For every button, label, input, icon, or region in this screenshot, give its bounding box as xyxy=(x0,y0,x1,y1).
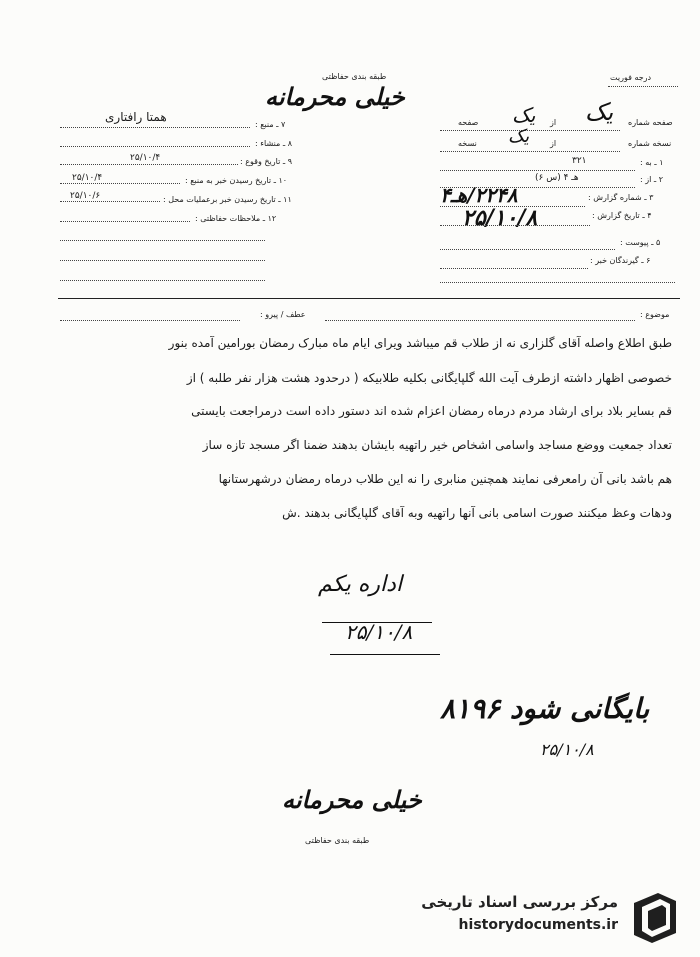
reference-label: عطف / پیرو : xyxy=(260,310,306,319)
dots-received-source xyxy=(60,183,180,184)
dots-report-date xyxy=(440,225,590,226)
field-origin-label: ۸ ـ منشاء : xyxy=(255,139,292,148)
field-from-value: هـ ۴ (س ۶) xyxy=(535,173,579,183)
field-report-date-value: ۲۵/۱۰/۸ xyxy=(462,205,538,231)
signature-date: ۲۵/۱۰/۸ xyxy=(345,620,413,644)
field-source-label: ۷ ـ منبع : xyxy=(255,120,286,129)
dots-page xyxy=(440,130,620,131)
body-line: قم بسایر بلاد برای ارشاد مردم درماه رمضان اعزام شده اند دستور داده است درمراجعت بایستی xyxy=(191,404,672,418)
dots-left-1 xyxy=(60,240,265,241)
body-line: طبق اطلاع واصله آقای گلزاری نه از طلاب قم میباشد ویرای ایام ماه مبارک رمضان بورامین آمده بنور xyxy=(168,336,672,350)
field-to-value: ۳۲۱ xyxy=(572,156,587,166)
field-page-of: از xyxy=(550,118,557,127)
field-occurrence-label: ۹ ـ تاریخ وقوع : xyxy=(240,157,293,166)
urgency-label: درجه فوریت xyxy=(610,73,652,82)
watermark xyxy=(388,889,688,949)
field-received-source-label: ۱۰ ـ تاریخ رسیدن خبر به منبع : xyxy=(185,176,288,185)
dots-recipients-2 xyxy=(440,282,675,283)
classification-stamp-top: خیلی محرمانه xyxy=(265,82,405,111)
dots-security-notes xyxy=(60,221,190,222)
field-page-end: صفحه xyxy=(458,118,479,127)
field-attachment-label: ۵ ـ پیوست : xyxy=(620,238,661,247)
signature-rule-2 xyxy=(330,654,440,655)
dots-attachment xyxy=(440,249,615,250)
field-report-number-value: ۲۲۴۸/هـ۴ xyxy=(440,183,518,207)
header-divider xyxy=(58,298,680,299)
classification-label-top: طبقه بندی حفاظتی xyxy=(322,72,387,81)
dots-source xyxy=(60,127,250,128)
field-page-value: یک xyxy=(585,98,614,126)
copy-label: همتا رافتاری xyxy=(105,110,167,124)
urgency-line xyxy=(608,86,678,87)
field-copy-end: نسخه xyxy=(458,139,477,148)
dots-to xyxy=(440,170,635,171)
watermark-url: historydocuments.ir xyxy=(458,917,618,933)
field-copy-value2: یک xyxy=(508,126,530,147)
field-occurrence-value: ۲۵/۱۰/۴ xyxy=(130,153,161,163)
classification-stamp-bottom: خیلی محرمانه xyxy=(282,785,422,814)
field-copy-of: از xyxy=(550,139,557,148)
signature-text: اداره یکم xyxy=(318,572,403,597)
field-received-source-value: ۲۵/۱۰/۴ xyxy=(72,173,103,183)
field-received-local-value: ۲۵/۱۰/۶ xyxy=(70,191,101,201)
dots-copy xyxy=(440,151,620,152)
field-recipients-label: ۶ ـ گیرندگان خبر : xyxy=(590,256,651,265)
field-received-local-label: ۱۱ ـ تاریخ رسیدن خبر برعملیات محل : xyxy=(163,195,292,204)
dots-occurrence xyxy=(60,164,238,165)
archive-note: بایگانی شود ۸۱۹۶ xyxy=(440,692,650,725)
classification-label-bottom: طبقه بندی حفاظتی xyxy=(305,836,370,845)
body-line: خصوصی اظهار داشته ازطرف آیت الله گلپایگانی بکلیه طلابیکه ( درحدود هشت هزار نفر طلبه ) از xyxy=(186,371,672,385)
field-page-number-label: صفحه شماره xyxy=(628,118,673,127)
body-line: ودهات وعظ میکنند صورت اسامی بانی آنها راتهیه وبه آقای گلپایگانی بدهند .ش xyxy=(282,506,672,520)
dots-left-3 xyxy=(60,280,265,281)
dots-origin xyxy=(60,146,250,147)
watermark-title: مرکز بررسی اسناد تاریخی xyxy=(421,893,618,911)
dots-received-local xyxy=(60,201,160,202)
field-from-label: ۲ ـ از : xyxy=(640,175,664,184)
dots-recipients-1 xyxy=(440,268,588,269)
archive-date: ۲۵/۱۰/۸ xyxy=(540,740,594,759)
dots-subject xyxy=(325,320,635,321)
field-security-notes-label: ۱۲ ـ ملاحظات حفاظتی : xyxy=(195,214,277,223)
field-copy-number-label: نسخه شماره xyxy=(628,139,672,148)
field-to-label: ۱ ـ به : xyxy=(640,158,664,167)
dots-reference xyxy=(60,320,240,321)
subject-label: موضوع : xyxy=(640,310,670,319)
body-line: تعداد جمعیت ووضع مساجد واسامی اشخاص خیر راتهیه بایشان بدهند ضمنا اگر مسجد تازه ساز xyxy=(202,438,672,452)
field-report-number-label: ۳ ـ شماره گزارش : xyxy=(588,193,654,202)
dots-left-2 xyxy=(60,260,265,261)
archive-logo-icon xyxy=(626,889,684,947)
body-line: هم باشد بانی آن رامعرفی نمایند همچنین منابری را نه این طلاب درماه رمضان درشهرستانها xyxy=(218,472,672,486)
field-report-date-label: ۴ ـ تاریخ گزارش : xyxy=(592,211,652,220)
field-page-value2: یک xyxy=(512,103,536,127)
